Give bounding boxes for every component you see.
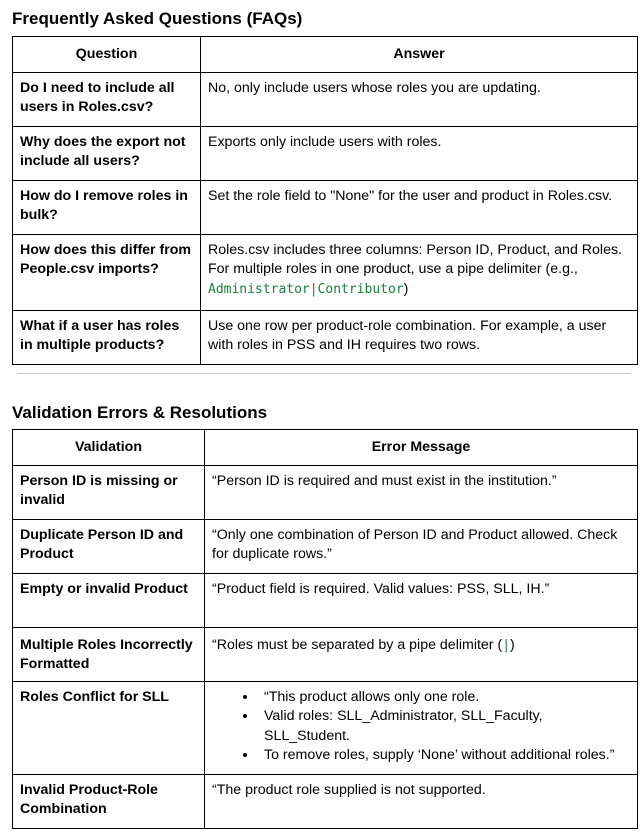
error-message-cell: “Person ID is required and must exist in the institution.” [205, 465, 638, 519]
validation-cell: Duplicate Person ID and Product [13, 519, 205, 573]
list-item: • “This product allows only one role. [258, 688, 630, 708]
error-message-suffix: ) [510, 636, 515, 653]
table-row [13, 573, 638, 627]
list-item: • Valid roles: SLL_Administrator, SLL_Faculty, SLL_Student. [258, 707, 630, 746]
error-message-list [212, 688, 630, 766]
faq-question: How do I remove roles in bulk? [13, 180, 201, 234]
pipe-code: | [502, 637, 511, 653]
list-item: • To remove roles, supply ‘None’ without additional roles.” [258, 746, 630, 766]
faq-question: What if a user has roles in multiple products? [13, 310, 201, 364]
faq-header-row [13, 37, 638, 73]
faq-answer-code: Administrator|Contributor [208, 281, 404, 297]
table-row [13, 310, 638, 364]
error-message-cell [205, 627, 638, 681]
validation-table [12, 429, 638, 829]
faq-question: Why does the export not include all users? [13, 126, 201, 180]
error-message-cell: “Product field is required. Valid values: PSS, SLL, IH.” [205, 573, 638, 627]
table-row [13, 519, 638, 573]
faq-answer: Set the role field to "None" for the user and product in Roles.csv. [201, 180, 638, 234]
faq-answer [201, 234, 638, 310]
table-row [13, 180, 638, 234]
validation-heading: Validation Errors & Resolutions [12, 403, 268, 422]
faq-answer-suffix: ) [403, 280, 409, 297]
validation-cell: Person ID is missing or invalid [13, 465, 205, 519]
faq-answer: Use one row per product-role combination. For example, a user with roles in PSS and IH requires two rows. [201, 310, 638, 364]
validation-cell: Invalid Product-Role Combination [13, 774, 205, 828]
error-message-cell: “The product role supplied is not supported. [205, 774, 638, 828]
validation-header-row [13, 430, 638, 466]
table-row [13, 681, 638, 774]
table-row [13, 465, 638, 519]
faq-answer: No, only include users whose roles you are updating. [201, 72, 638, 126]
faq-heading: Frequently Asked Questions (FAQs) [12, 9, 303, 28]
error-message-text: “Roles must be separated by a pipe delimiter ( [212, 636, 503, 653]
faq-question-header: Question [13, 37, 201, 73]
validation-header: Validation [13, 430, 205, 466]
error-message-cell: “Only one combination of Person ID and Product allowed. Check for duplicate rows.” [205, 519, 638, 573]
faq-table [12, 36, 638, 365]
faq-question: Do I need to include all users in Roles.csv? [13, 72, 201, 126]
faq-answer: Exports only include users with roles. [201, 126, 638, 180]
error-message-cell [205, 681, 638, 774]
validation-cell: Multiple Roles Incorrectly Formatted [13, 627, 205, 681]
faq-question: How does this differ from People.csv imports? [13, 234, 201, 310]
faq-answer-header: Answer [201, 37, 638, 73]
validation-cell: Roles Conflict for SLL [13, 681, 205, 774]
section-divider [17, 373, 631, 374]
faq-answer-text: Roles.csv includes three columns: Person ID, Product, and Roles. For multiple roles in one product, use a pipe delimiter (e.g., [208, 241, 622, 277]
table-row [13, 774, 638, 828]
table-row [13, 126, 638, 180]
error-message-header: Error Message [205, 430, 638, 466]
table-row [13, 627, 638, 681]
table-row [13, 72, 638, 126]
table-row [13, 234, 638, 310]
validation-cell: Empty or invalid Product [13, 573, 205, 627]
